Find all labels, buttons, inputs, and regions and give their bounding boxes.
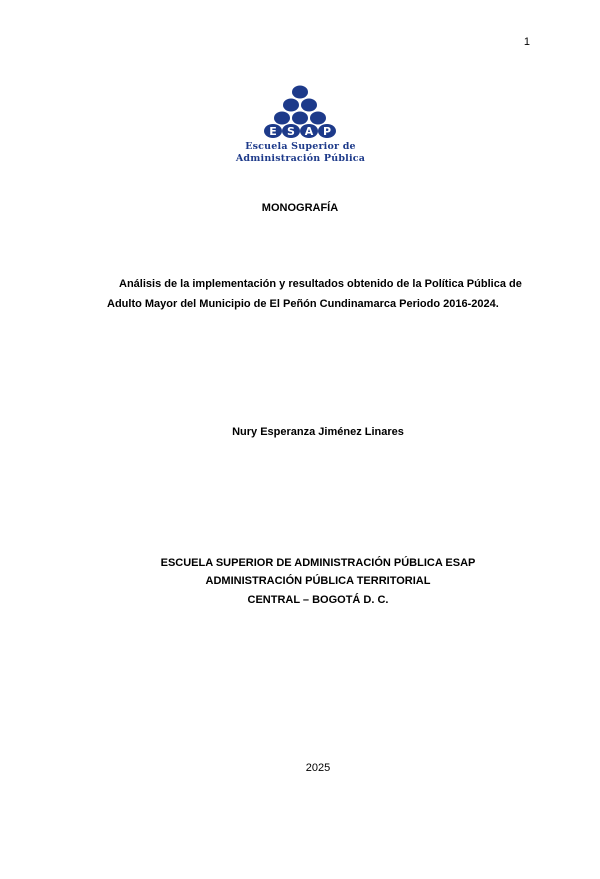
institution-line-3: CENTRAL – BOGOTÁ D. C.	[247, 594, 389, 606]
esap-emblem-icon	[228, 84, 373, 140]
svg-text:E: E	[269, 125, 277, 138]
logo-line-2: Administración Pública	[235, 153, 366, 164]
esap-logo	[228, 84, 373, 166]
publication-year: 2025	[305, 762, 331, 774]
institution-line-1: ESCUELA SUPERIOR DE ADMINISTRACIÓN PÚBLICA ESAP	[160, 557, 476, 569]
author-name: Nury Esperanza Jiménez Linares	[232, 426, 404, 438]
institution-line-2: ADMINISTRACIÓN PÚBLICA TERRITORIAL	[205, 575, 431, 587]
svg-text:P: P	[322, 125, 332, 138]
document-title: Análisis de la implementación y resultados obtenido de la Política Pública de Adulto Mayor del Municipio de El Peñón Cundinamarca Periodo 2016-2024.	[107, 278, 522, 310]
logo-line-1: Escuela Superior de	[245, 141, 356, 152]
page-number: 1	[523, 36, 530, 48]
svg-text:S: S	[287, 125, 295, 138]
document-type: MONOGRAFÍA	[261, 202, 339, 214]
svg-text:A: A	[304, 125, 314, 138]
